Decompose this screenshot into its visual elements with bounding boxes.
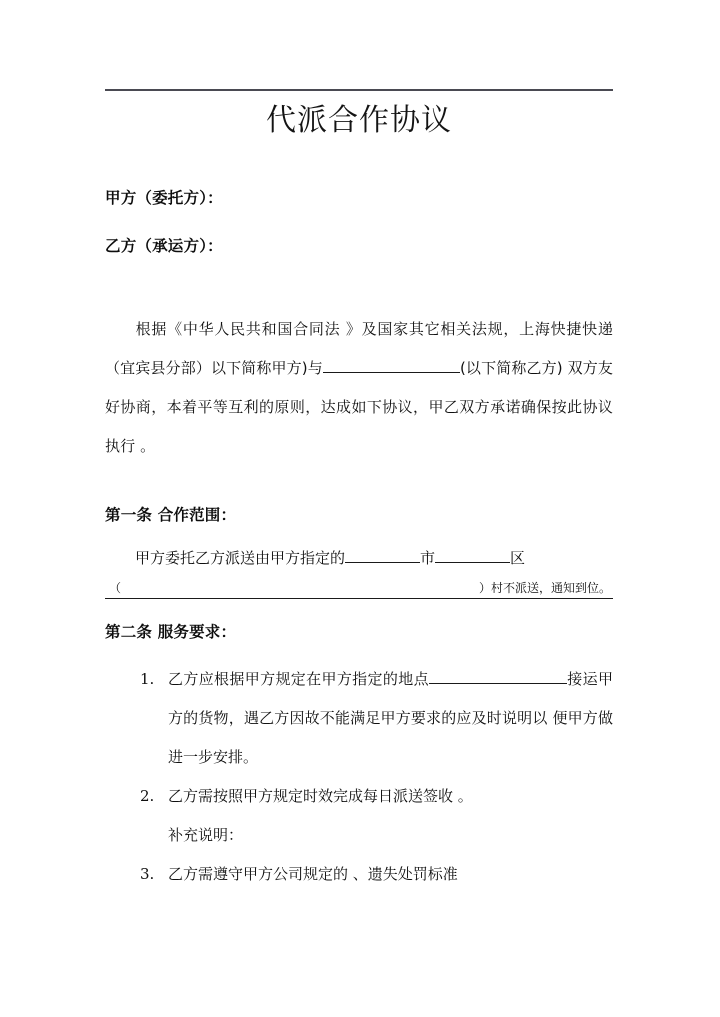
clause-2-item-list xyxy=(105,660,613,894)
district-blank[interactable] xyxy=(435,547,510,563)
preamble-paragraph xyxy=(105,310,613,466)
list-item-text-after: 接运甲方的货物，遇乙方因故不能满足甲方要求的应及时说明以 便甲方做进一步安排。 xyxy=(168,670,613,766)
header-rule xyxy=(105,89,613,91)
list-item xyxy=(105,855,613,894)
supplementary-note-label: 补充说明： xyxy=(168,826,244,844)
clause-1-text-before: 甲方委托乙方派送由甲方指定的 xyxy=(135,549,346,567)
pickup-location-blank[interactable] xyxy=(429,668,567,684)
list-item-marker: 2. xyxy=(140,787,155,805)
page-title: 代派合作协议 xyxy=(266,103,452,138)
clause-2-heading: 第二条 服务要求： xyxy=(105,623,237,641)
clause-1-village-note: ）村不派送，通知到位。 xyxy=(478,581,611,595)
list-item-marker: 1. xyxy=(140,670,155,688)
list-item-text-before: 乙方应根据甲方规定在甲方指定的地点 xyxy=(168,670,429,688)
list-item xyxy=(105,777,613,816)
list-item-text-before: 乙方需按照甲方规定时效完成每日派送签收 。 xyxy=(168,787,473,805)
list-item xyxy=(105,660,613,777)
clause-1-village-line[interactable] xyxy=(105,578,613,599)
preamble-text-part2: (以下简称乙方) 双方友好协商，本着平等互利的原则，达成如下协议，甲乙双方承诺确保按此协议执行 。 xyxy=(105,359,613,455)
party-b-name-blank[interactable] xyxy=(323,357,460,373)
party-a-label: 甲方（委托方）： xyxy=(105,189,223,207)
party-b-label: 乙方（承运方）： xyxy=(105,237,223,255)
clause-1-text-after: 区 xyxy=(510,549,526,567)
preamble-text-part1: 根据《中华人民共和国合同法 》及国家其它相关法规，上海快捷快递（宜宾县分部）以下简称甲方)与 xyxy=(105,320,613,377)
clause-1-open-paren: （ xyxy=(109,581,122,595)
clause-1-scope-line xyxy=(105,546,613,570)
list-item-marker: 3. xyxy=(140,865,155,883)
city-blank[interactable] xyxy=(345,547,420,563)
clause-1-heading: 第一条 合作范围： xyxy=(105,506,237,524)
clause-1-text-mid: 市 xyxy=(420,549,436,567)
list-item-text-before: 乙方需遵守甲方公司规定的 、遗失处罚标准 xyxy=(168,865,458,883)
